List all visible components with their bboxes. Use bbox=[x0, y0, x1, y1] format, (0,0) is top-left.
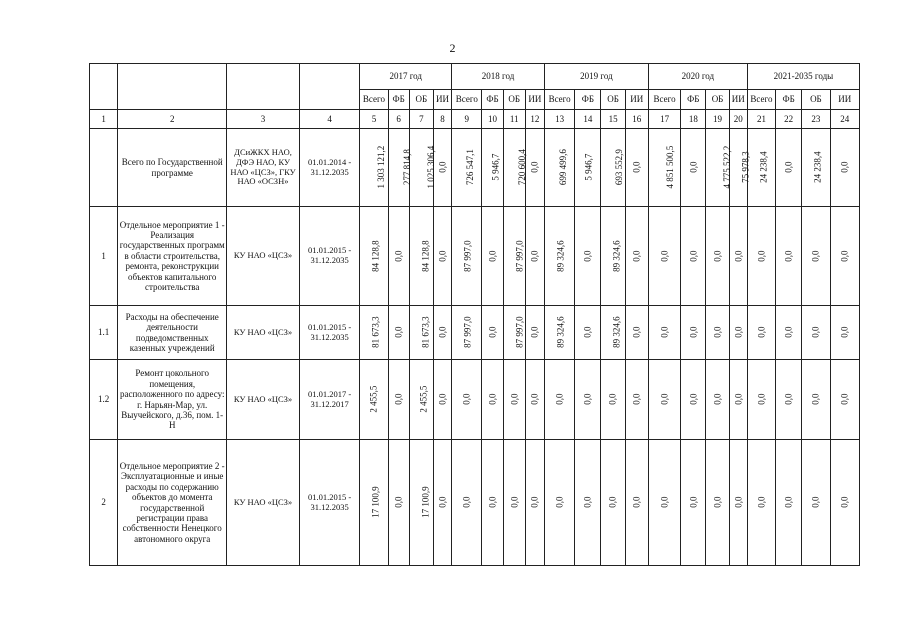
value-text: 0,0 bbox=[509, 393, 520, 406]
value-text: 0,0 bbox=[393, 496, 404, 509]
year-header: 2021-2035 годы bbox=[747, 64, 859, 90]
funding-source-header: Всего bbox=[452, 90, 482, 110]
column-number: 8 bbox=[433, 110, 451, 129]
value-cell bbox=[452, 360, 482, 440]
column-number: 21 bbox=[747, 110, 775, 129]
value-cell bbox=[360, 306, 388, 360]
value-cell bbox=[575, 360, 601, 440]
value-text: 0,0 bbox=[437, 393, 448, 406]
column-number: 13 bbox=[544, 110, 574, 129]
value-text: 0,0 bbox=[688, 496, 699, 509]
value-text: 0,0 bbox=[810, 326, 821, 339]
funding-source-header: ИИ bbox=[525, 90, 544, 110]
value-text: 0,0 bbox=[756, 326, 767, 339]
funding-source-header: Всего bbox=[544, 90, 574, 110]
value-cell bbox=[802, 129, 830, 207]
value-text: 75 978,3 bbox=[740, 151, 751, 184]
value-cell bbox=[388, 360, 409, 440]
funding-source-header: ОБ bbox=[802, 90, 830, 110]
value-text: 0,0 bbox=[631, 326, 642, 339]
executor: КУ НАО «ЦСЗ» bbox=[227, 306, 300, 360]
value-text: 0,0 bbox=[659, 496, 670, 509]
value-text: 0,0 bbox=[487, 250, 498, 262]
value-text: 4 851 500,5 bbox=[665, 146, 676, 189]
column-number: 17 bbox=[648, 110, 680, 129]
value-text: 0,0 bbox=[631, 496, 642, 509]
value-cell bbox=[503, 360, 525, 440]
value-text: 0,0 bbox=[393, 326, 404, 339]
value-cell bbox=[409, 360, 433, 440]
activity-name: Всего по Государственной программе bbox=[118, 129, 227, 207]
header-cell-blank bbox=[299, 64, 360, 110]
column-number: 22 bbox=[776, 110, 802, 129]
column-number: 14 bbox=[575, 110, 601, 129]
value-cell bbox=[830, 360, 859, 440]
header-row-column-numbers bbox=[90, 110, 860, 129]
value-text: 0,0 bbox=[712, 393, 723, 406]
value-cell bbox=[575, 129, 601, 207]
value-cell bbox=[433, 360, 451, 440]
value-cell bbox=[388, 129, 412, 207]
value-text: 87 997,0 bbox=[514, 316, 525, 349]
column-number: 12 bbox=[525, 110, 544, 129]
value-text: 0,0 bbox=[839, 161, 850, 174]
value-text: 0,0 bbox=[733, 393, 744, 406]
activity-name: Отдельное мероприятие 2 - Эксплуатационные и иные расходы по содержанию объектов до момента государственной регистрации права собственности Ненецкого автономного округа bbox=[118, 440, 227, 566]
value-text: 0,0 bbox=[437, 161, 448, 174]
value-text: 0,0 bbox=[712, 496, 723, 509]
value-cell bbox=[525, 440, 544, 566]
value-text: 89 324,6 bbox=[612, 316, 623, 349]
value-text: 17 100,9 bbox=[420, 486, 431, 519]
value-text: 0,0 bbox=[688, 393, 699, 406]
value-cell bbox=[503, 306, 525, 360]
value-cell bbox=[503, 129, 525, 207]
funding-source-header: ИИ bbox=[830, 90, 859, 110]
value-cell bbox=[802, 207, 830, 306]
value-cell bbox=[433, 207, 451, 306]
value-text: 0,0 bbox=[688, 250, 699, 262]
value-cell bbox=[575, 306, 601, 360]
value-text: 0,0 bbox=[461, 393, 472, 406]
row-number: 2 bbox=[90, 440, 118, 566]
value-text: 0,0 bbox=[529, 250, 540, 262]
value-cell bbox=[830, 306, 859, 360]
value-text: 0,0 bbox=[437, 326, 448, 339]
value-text: 0,0 bbox=[756, 250, 767, 262]
value-text: 24 238,4 bbox=[812, 151, 823, 184]
value-text: 0,0 bbox=[393, 393, 404, 406]
funding-source-header: ИИ bbox=[433, 90, 451, 110]
column-number: 5 bbox=[360, 110, 388, 129]
value-cell bbox=[681, 306, 706, 360]
column-number: 16 bbox=[625, 110, 648, 129]
value-text: 89 324,6 bbox=[555, 316, 566, 349]
value-text: 0,0 bbox=[733, 326, 744, 339]
period: 01.01.2015 - 31.12.2035 bbox=[299, 207, 360, 306]
value-cell bbox=[648, 129, 680, 207]
funding-source-header: ОБ bbox=[601, 90, 625, 110]
value-text: 84 128,8 bbox=[420, 240, 431, 272]
value-cell bbox=[625, 306, 648, 360]
value-cell bbox=[433, 440, 451, 566]
funding-source-header: ОБ bbox=[503, 90, 525, 110]
column-number: 7 bbox=[409, 110, 433, 129]
value-cell bbox=[503, 440, 525, 566]
value-text: 0,0 bbox=[631, 161, 642, 174]
value-text: 81 673,3 bbox=[420, 316, 431, 349]
value-cell bbox=[601, 440, 625, 566]
value-cell bbox=[575, 440, 601, 566]
executor: ДСиЖКХ НАО, ДФЭ НАО, КУ НАО «ЦСЗ», ГКУ НАО «ОСЗН» bbox=[227, 129, 300, 207]
row-number bbox=[90, 129, 118, 207]
value-cell bbox=[482, 360, 503, 440]
value-text: 0,0 bbox=[487, 393, 498, 406]
funding-source-header: ОБ bbox=[409, 90, 433, 110]
value-text: 89 324,6 bbox=[555, 240, 566, 272]
value-cell bbox=[729, 207, 747, 306]
table-row bbox=[90, 306, 860, 360]
value-cell bbox=[482, 207, 503, 306]
table-row bbox=[90, 360, 860, 440]
value-text: 87 997,0 bbox=[462, 316, 473, 349]
executor: КУ НАО «ЦСЗ» bbox=[227, 207, 300, 306]
value-text: 0,0 bbox=[582, 326, 593, 339]
value-text: 0,0 bbox=[839, 393, 850, 406]
value-cell bbox=[544, 207, 574, 306]
value-cell bbox=[706, 306, 729, 360]
value-cell bbox=[747, 360, 775, 440]
value-text: 5 946,7 bbox=[490, 154, 501, 181]
value-cell bbox=[601, 207, 625, 306]
value-text: 277 814,8 bbox=[401, 149, 412, 186]
value-text: 81 673,3 bbox=[370, 316, 381, 349]
value-cell bbox=[776, 306, 802, 360]
funding-source-header: Всего bbox=[648, 90, 680, 110]
period: 01.01.2014 - 31.12.2035 bbox=[299, 129, 360, 207]
value-text: 0,0 bbox=[487, 496, 498, 509]
value-text: 0,0 bbox=[659, 250, 670, 262]
activity-name: Отдельное мероприятие 1 - Реализация государственных программ в области строительства, ремонта, реконструкции объектов капитального строительства bbox=[118, 207, 227, 306]
value-text: 4 775 522,2 bbox=[722, 146, 733, 189]
value-cell bbox=[544, 306, 574, 360]
value-text: 2 455,5 bbox=[368, 386, 379, 413]
value-cell bbox=[802, 360, 830, 440]
value-cell bbox=[525, 207, 544, 306]
value-cell bbox=[729, 360, 747, 440]
funding-source-header: ИИ bbox=[729, 90, 747, 110]
value-text: 0,0 bbox=[783, 326, 794, 339]
value-cell bbox=[360, 440, 388, 566]
value-cell bbox=[525, 360, 544, 440]
value-text: 0,0 bbox=[733, 250, 744, 262]
value-cell bbox=[706, 207, 729, 306]
value-cell bbox=[830, 440, 859, 566]
funding-source-header: Всего bbox=[360, 90, 388, 110]
column-number: 4 bbox=[299, 110, 360, 129]
value-cell bbox=[525, 129, 544, 207]
funding-source-header: ИИ bbox=[625, 90, 648, 110]
column-number: 6 bbox=[388, 110, 409, 129]
value-text: 0,0 bbox=[607, 496, 618, 509]
value-text: 1 025 306,4 bbox=[425, 146, 436, 189]
year-header: 2020 год bbox=[648, 64, 747, 90]
value-text: 0,0 bbox=[393, 250, 404, 262]
table-row bbox=[90, 207, 860, 306]
value-cell bbox=[575, 207, 601, 306]
value-cell bbox=[544, 360, 574, 440]
header-cell-blank bbox=[90, 64, 118, 110]
value-text: 726 547,1 bbox=[464, 149, 475, 186]
value-cell bbox=[482, 440, 503, 566]
value-cell bbox=[830, 207, 859, 306]
column-number: 20 bbox=[729, 110, 747, 129]
value-text: 0,0 bbox=[529, 326, 540, 339]
value-cell bbox=[681, 129, 706, 207]
value-text: 0,0 bbox=[437, 496, 448, 509]
column-number: 19 bbox=[706, 110, 729, 129]
table-row bbox=[90, 129, 860, 207]
funding-source-header: ФБ bbox=[776, 90, 802, 110]
value-cell bbox=[601, 129, 625, 207]
value-cell bbox=[747, 207, 775, 306]
value-cell bbox=[433, 306, 451, 360]
value-text: 0,0 bbox=[810, 393, 821, 406]
value-cell bbox=[706, 129, 733, 207]
table-row bbox=[90, 440, 860, 566]
column-number: 18 bbox=[681, 110, 706, 129]
value-text: 5 946,7 bbox=[583, 154, 594, 181]
column-number: 3 bbox=[227, 110, 300, 129]
year-header: 2017 год bbox=[360, 64, 452, 90]
value-text: 720 600,4 bbox=[516, 149, 527, 186]
value-text: 0,0 bbox=[810, 496, 821, 509]
value-cell bbox=[360, 129, 388, 207]
value-text: 0,0 bbox=[529, 496, 540, 509]
activity-name: Расходы на обеспечение деятельности подведомственных казенных учреждений bbox=[118, 306, 227, 360]
header-cell-blank bbox=[118, 64, 227, 110]
value-cell bbox=[625, 440, 648, 566]
value-text: 0,0 bbox=[529, 393, 540, 406]
value-text: 0,0 bbox=[783, 250, 794, 262]
value-cell bbox=[452, 129, 482, 207]
row-number: 1.2 bbox=[90, 360, 118, 440]
value-text: 0,0 bbox=[631, 393, 642, 406]
value-cell bbox=[409, 129, 436, 207]
value-cell bbox=[388, 440, 409, 566]
value-cell bbox=[625, 129, 648, 207]
column-number: 23 bbox=[802, 110, 830, 129]
value-cell bbox=[601, 360, 625, 440]
column-number: 11 bbox=[503, 110, 525, 129]
column-number: 24 bbox=[830, 110, 859, 129]
funding-source-header: ФБ bbox=[681, 90, 706, 110]
value-cell bbox=[544, 129, 574, 207]
value-text: 0,0 bbox=[733, 496, 744, 509]
value-cell bbox=[776, 129, 802, 207]
value-text: 0,0 bbox=[659, 326, 670, 339]
column-number: 15 bbox=[601, 110, 625, 129]
value-text: 0,0 bbox=[461, 496, 472, 509]
row-number: 1 bbox=[90, 207, 118, 306]
value-cell bbox=[452, 207, 482, 306]
value-cell bbox=[388, 207, 409, 306]
value-text: 0,0 bbox=[839, 496, 850, 509]
value-cell bbox=[360, 360, 388, 440]
funding-source-header: ФБ bbox=[482, 90, 503, 110]
year-header: 2018 год bbox=[452, 64, 545, 90]
value-text: 0,0 bbox=[437, 250, 448, 262]
value-cell bbox=[482, 306, 503, 360]
value-cell bbox=[747, 306, 775, 360]
value-text: 0,0 bbox=[509, 496, 520, 509]
value-text: 87 997,0 bbox=[462, 240, 473, 272]
value-cell bbox=[648, 306, 680, 360]
value-text: 0,0 bbox=[582, 250, 593, 262]
value-text: 0,0 bbox=[783, 161, 794, 174]
funding-source-header: ОБ bbox=[706, 90, 729, 110]
value-text: 2 455,5 bbox=[418, 386, 429, 413]
value-text: 0,0 bbox=[839, 250, 850, 262]
header-row-years bbox=[90, 64, 860, 90]
funding-source-header: ФБ bbox=[575, 90, 601, 110]
budget-table bbox=[89, 63, 860, 566]
value-cell bbox=[802, 306, 830, 360]
value-text: 0,0 bbox=[487, 326, 498, 339]
funding-source-header: Всего bbox=[747, 90, 775, 110]
value-text: 0,0 bbox=[582, 496, 593, 509]
executor: КУ НАО «ЦСЗ» bbox=[227, 440, 300, 566]
column-number: 2 bbox=[118, 110, 227, 129]
column-number: 9 bbox=[452, 110, 482, 129]
value-cell bbox=[525, 306, 544, 360]
activity-name: Ремонт цокольного помещения, расположенного по адресу: г. Нарьян-Мар, ул. Выучейского, д.36, пом. 1-Н bbox=[118, 360, 227, 440]
value-text: 0,0 bbox=[554, 496, 565, 509]
value-text: 17 100,9 bbox=[370, 486, 381, 519]
value-cell bbox=[681, 440, 706, 566]
value-text: 24 238,4 bbox=[758, 151, 769, 184]
value-text: 0,0 bbox=[783, 393, 794, 406]
value-text: 0,0 bbox=[529, 161, 540, 174]
value-cell bbox=[830, 129, 859, 207]
value-text: 0,0 bbox=[712, 326, 723, 339]
value-cell bbox=[409, 207, 433, 306]
value-text: 89 324,6 bbox=[612, 240, 623, 272]
value-text: 0,0 bbox=[659, 393, 670, 406]
value-text: 699 499,6 bbox=[557, 149, 568, 186]
value-text: 87 997,0 bbox=[514, 240, 525, 272]
executor: КУ НАО «ЦСЗ» bbox=[227, 360, 300, 440]
value-text: 0,0 bbox=[756, 393, 767, 406]
value-cell bbox=[706, 360, 729, 440]
value-text: 0,0 bbox=[607, 393, 618, 406]
value-cell bbox=[544, 440, 574, 566]
value-text: 84 128,8 bbox=[370, 240, 381, 272]
value-text: 0,0 bbox=[712, 250, 723, 262]
value-cell bbox=[503, 207, 525, 306]
value-text: 0,0 bbox=[688, 161, 699, 174]
value-cell bbox=[601, 306, 625, 360]
value-cell bbox=[776, 440, 802, 566]
value-cell bbox=[776, 207, 802, 306]
column-number: 1 bbox=[90, 110, 118, 129]
value-cell bbox=[452, 306, 482, 360]
value-cell bbox=[776, 360, 802, 440]
value-text: 0,0 bbox=[783, 496, 794, 509]
value-text: 0,0 bbox=[582, 393, 593, 406]
value-text: 0,0 bbox=[688, 326, 699, 339]
value-cell bbox=[409, 440, 433, 566]
value-cell bbox=[729, 440, 747, 566]
value-cell bbox=[648, 360, 680, 440]
year-header: 2019 год bbox=[544, 64, 648, 90]
value-text: 693 552,9 bbox=[614, 149, 625, 186]
header-cell-blank bbox=[227, 64, 300, 110]
funding-source-header: ФБ bbox=[388, 90, 409, 110]
value-text: 0,0 bbox=[554, 393, 565, 406]
value-text: 0,0 bbox=[631, 250, 642, 262]
value-cell bbox=[625, 207, 648, 306]
value-cell bbox=[681, 360, 706, 440]
value-cell bbox=[747, 440, 775, 566]
value-cell bbox=[681, 207, 706, 306]
period: 01.01.2015 - 31.12.2035 bbox=[299, 440, 360, 566]
value-cell bbox=[648, 207, 680, 306]
value-cell bbox=[388, 306, 409, 360]
value-cell bbox=[706, 440, 729, 566]
row-number: 1.1 bbox=[90, 306, 118, 360]
period: 01.01.2015 - 31.12.2035 bbox=[299, 306, 360, 360]
column-number: 10 bbox=[482, 110, 503, 129]
value-cell bbox=[802, 440, 830, 566]
value-text: 0,0 bbox=[810, 250, 821, 262]
value-cell bbox=[482, 129, 503, 207]
period: 01.01.2017 - 31.12.2017 bbox=[299, 360, 360, 440]
value-cell bbox=[409, 306, 433, 360]
value-text: 0,0 bbox=[839, 326, 850, 339]
value-text: 0,0 bbox=[756, 496, 767, 509]
value-cell bbox=[360, 207, 388, 306]
value-cell bbox=[648, 440, 680, 566]
value-cell bbox=[729, 306, 747, 360]
value-cell bbox=[625, 360, 648, 440]
value-cell bbox=[452, 440, 482, 566]
value-text: 1 303 121,2 bbox=[376, 146, 387, 189]
page-number: 2 bbox=[449, 41, 456, 55]
value-cell bbox=[747, 129, 775, 207]
